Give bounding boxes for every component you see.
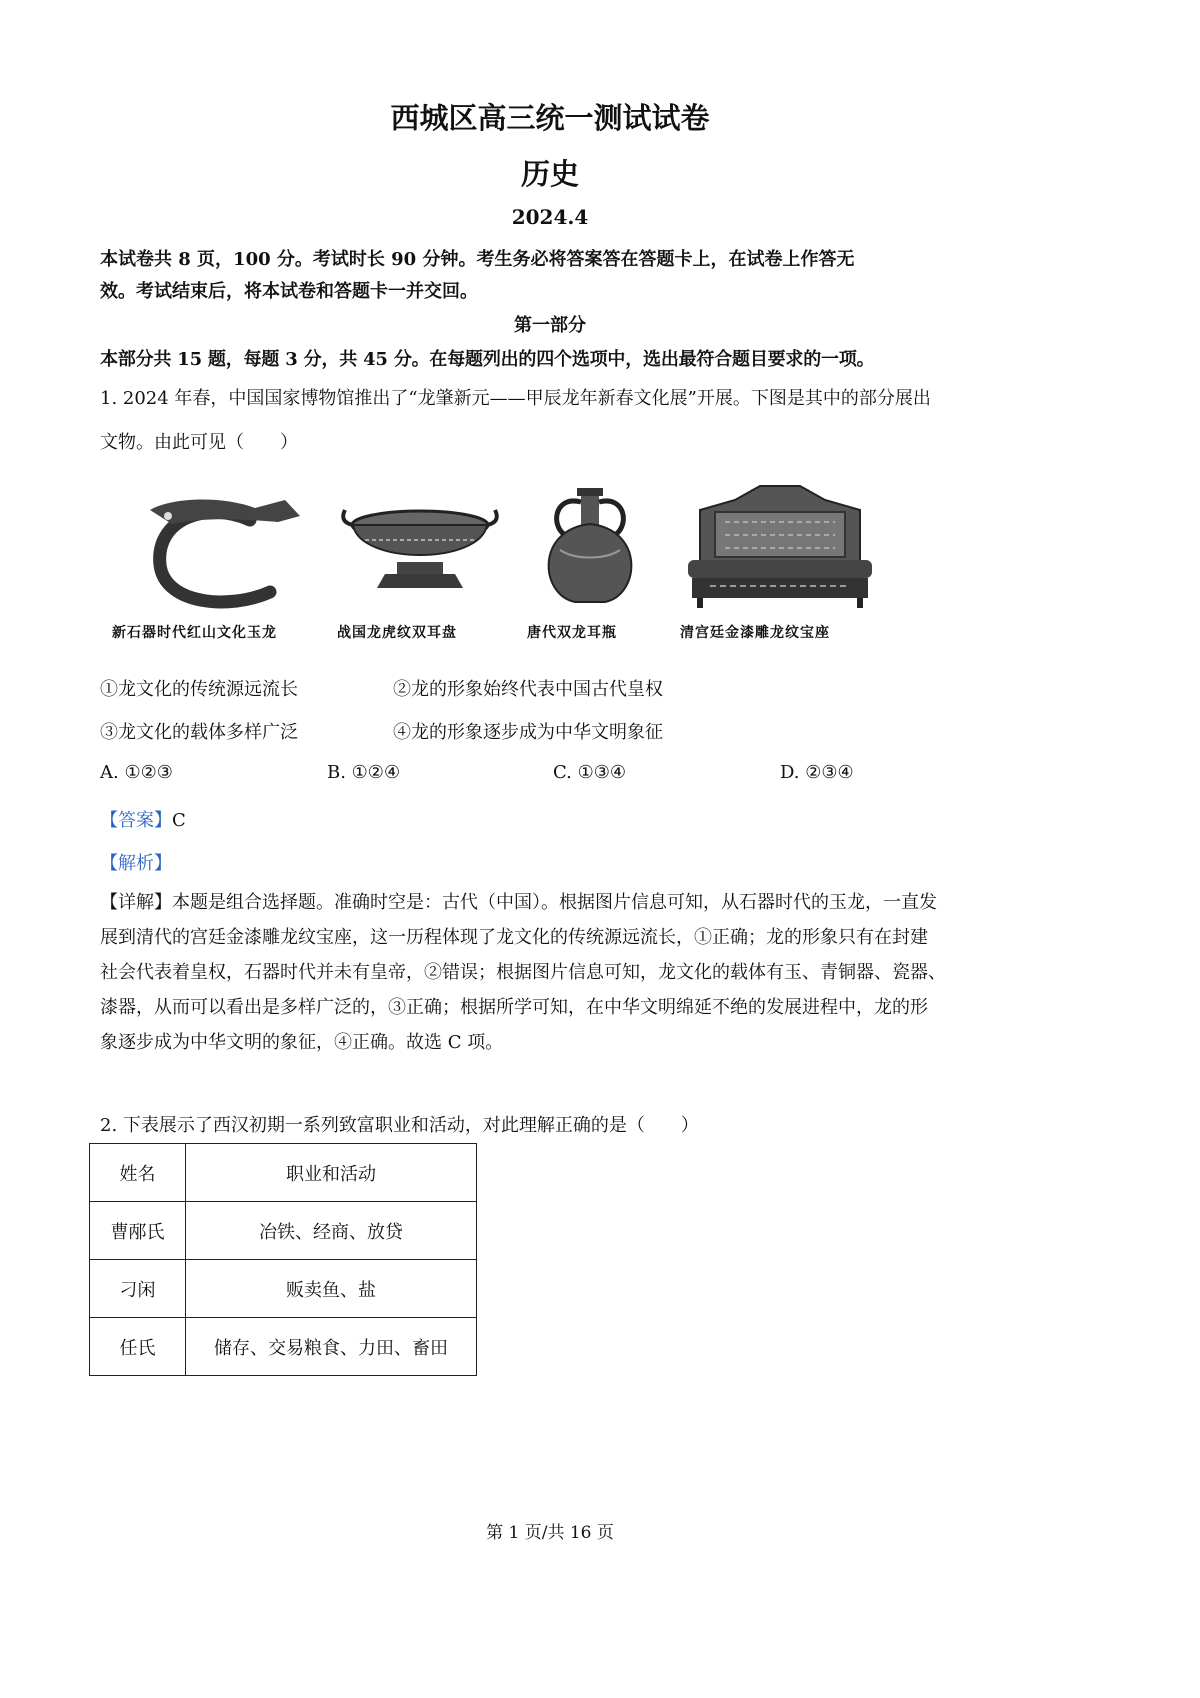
q1-statement-3: ③龙文化的载体多样广泛 — [100, 722, 298, 743]
exam-title: 西城区高三统一测试试卷 — [390, 101, 710, 135]
exam-date: 2024.4 — [511, 205, 589, 229]
detail-line: 社会代表着皇权，石器时代并未有皇帝，②错误；根据图片信息可知，龙文化的载体有玉、青铜器、瓷器、 — [100, 962, 946, 983]
jade-dragon-icon — [110, 480, 310, 615]
part-title: 第一部分 — [514, 315, 586, 336]
detail-line: 【详解】本题是组合选择题。准确时空是：古代（中国）。根据图片信息可知，从石器时代的玉龙，一直发 — [100, 892, 937, 913]
exhibit-caption: 新石器时代红山文化玉龙 — [112, 625, 277, 641]
exhibit-caption: 清宫廷金漆雕龙纹宝座 — [680, 625, 830, 641]
table-header-cell: 职业和活动 — [186, 1144, 477, 1202]
q2-table — [89, 1143, 477, 1376]
table-header-row — [90, 1144, 477, 1202]
instructions-line-1: 本试卷共 8 页，100 分。考试时长 90 分钟。考生务必将答案答在答题卡上，在试卷上作答无 — [100, 249, 855, 270]
exhibit-caption: 唐代双龙耳瓶 — [527, 625, 617, 641]
exhibit-jade-dragon — [110, 480, 310, 650]
table-header-cell: 姓名 — [90, 1144, 186, 1202]
detail-line: 象逐步成为中华文明的象征，④正确。故选 C 项。 — [100, 1032, 504, 1053]
exam-subject: 历史 — [520, 157, 579, 191]
q1-option-b: B. ①②④ — [327, 762, 401, 783]
table-cell: 曹邴氏 — [90, 1202, 186, 1260]
exhibit-bronze-plate — [335, 480, 505, 650]
q1-stem-line-1: 1. 2024 年春，中国国家博物馆推出了“龙肇新元——甲辰龙年新春文化展”开展。下图是其中的部分展出 — [100, 388, 931, 409]
exhibit-caption: 战国龙虎纹双耳盘 — [337, 625, 457, 641]
table-cell: 储存、交易粮食、力田、畜田 — [186, 1318, 477, 1376]
detail-line: 漆器，从而可以看出是多样广泛的，③正确；根据所学可知，在中华文明绵延不绝的发展进程中，龙的形 — [100, 997, 928, 1018]
q2-stem: 2. 下表展示了西汉初期一系列致富职业和活动，对此理解正确的是（ ） — [100, 1115, 699, 1136]
dragon-vase-icon — [525, 480, 655, 615]
table-row — [90, 1318, 477, 1376]
q1-detail — [100, 885, 1010, 1060]
q1-statement-4: ④龙的形象逐步成为中华文明象征 — [393, 722, 663, 743]
throne-icon — [680, 480, 880, 615]
analysis-label: 【解析】 — [100, 853, 172, 874]
table-cell: 贩卖鱼、盐 — [186, 1260, 477, 1318]
q1-answer — [100, 806, 186, 832]
exhibit-throne — [680, 480, 880, 650]
table-cell: 任氏 — [90, 1318, 186, 1376]
answer-label: 【答案】 — [100, 810, 172, 831]
table-row — [90, 1260, 477, 1318]
table-row — [90, 1202, 477, 1260]
page-footer: 第 1 页/共 16 页 — [486, 1523, 614, 1543]
q1-stem-line-2: 文物。由此可见（ ） — [100, 432, 298, 453]
bronze-plate-icon — [335, 480, 505, 615]
exhibit-dragon-vase — [525, 480, 655, 650]
detail-line: 展到清代的宫廷金漆雕龙纹宝座，这一历程体现了龙文化的传统源远流长，①正确；龙的形象只有在封建 — [100, 927, 928, 948]
q1-exhibit-figure — [100, 480, 880, 650]
q1-statement-1: ①龙文化的传统源远流长 — [100, 679, 298, 700]
q1-option-c: C. ①③④ — [553, 762, 626, 783]
instructions-line-2: 效。考试结束后，将本试卷和答题卡一并交回。 — [100, 281, 478, 302]
answer-value: C — [172, 810, 186, 831]
table-cell: 冶铁、经商、放贷 — [186, 1202, 477, 1260]
table-cell: 刁闲 — [90, 1260, 186, 1318]
part-description: 本部分共 15 题，每题 3 分，共 45 分。在每题列出的四个选项中，选出最符合题目要求的一项。 — [100, 349, 875, 370]
q1-option-a: A. ①②③ — [100, 762, 173, 783]
q1-statement-2: ②龙的形象始终代表中国古代皇权 — [393, 679, 663, 700]
q1-option-d: D. ②③④ — [780, 762, 854, 783]
